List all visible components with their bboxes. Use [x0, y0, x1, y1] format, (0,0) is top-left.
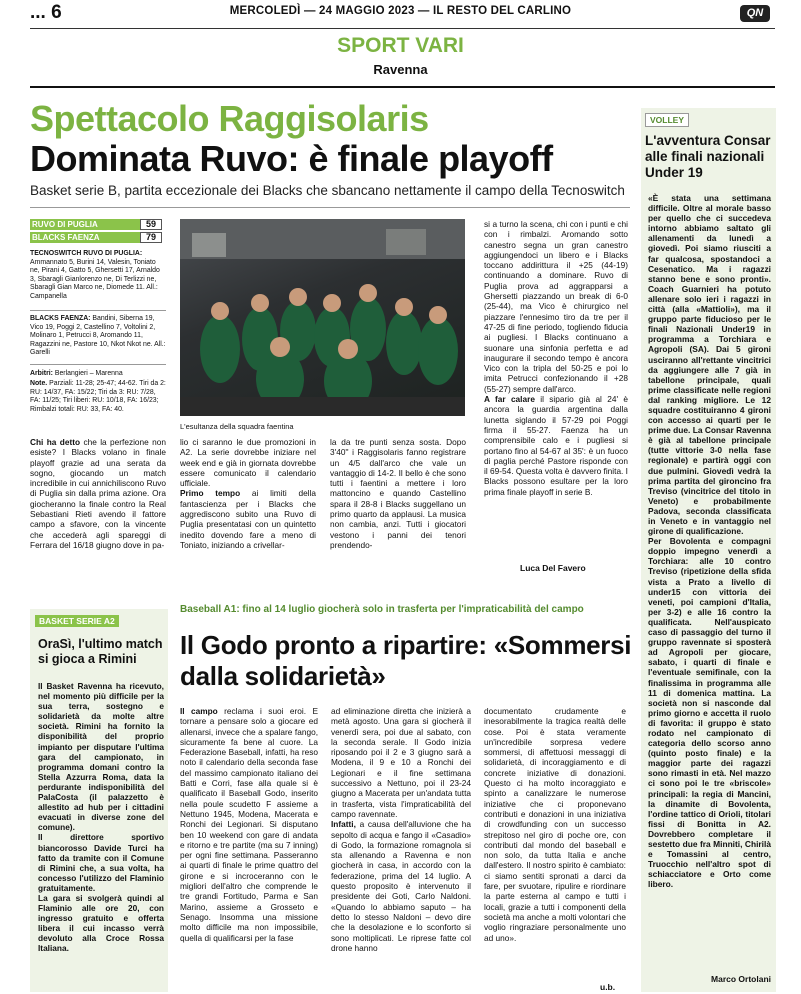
box-label: TECNOSWITCH RUVO DI PUGLIA: [30, 250, 143, 257]
basket-paragraph: La gara si svolgerà quindi al Flaminio alle ore 20, con ingresso gratuito e offerta libera il cui incasso verrà devoluto alla Croce Rossa Italiana. [38, 892, 164, 954]
main-column-3 [330, 437, 466, 550]
column-text: a causa dell'alluvione che ha sepolto di acqua e fango il «Casadio» di Godo, la formazione romagnola si sta allenando a Ravenna e non giocherà in casa, in accordo con la federazione, prima del 14 luglio. A questo proposito è intervenuto il presidente dei Goti, Carlo Naldoni. «Quando lo abbiamo saputo – ha detto lo stesso Naldoni – devo dire che la desolazione e lo sconforto si sono moltiplicati. Le riprese fatte col drone hanno [331, 819, 471, 953]
column-text: lio ci saranno le due promozioni in A2. La serie dovrebbe iniziare nel week end e già in giornata dovrebbe essere comunicato il calendario ufficiale. [180, 437, 316, 489]
box-refs [30, 370, 166, 379]
header-rule [30, 28, 775, 29]
box-divider [30, 364, 166, 365]
qn-logo: QN [740, 5, 770, 22]
column-text: che la perfezione non esiste? I Blacks volano in finale playoff grazie ad una serata da sogno, giocando un match incredibile in cui annichiliscono Ruvo di Puglia sin dalla prima azione. Ora giocheranno la finale contro la Real Sebastiani Rieti avendo il fattore campo a sfavore, con la vincente che accederà agli spareggi di Ferrara del 16/18 giugno dove in pa- [30, 437, 166, 550]
box-label: Note. [30, 380, 48, 387]
baseball-headline: Il Godo pronto a ripartire: «Sommersi dalla solidarietà» [180, 630, 632, 691]
box-text: Parziali: 11-28; 25-47; 44-62. Tiri da 2: RU: 14/37, FA: 15/22; Tiri da 3: RU: 7/28, FA: 11/25; Tiri liberi: RU: 10/18, FA: 16/23; Rimbalzi totali: RU: 33, FA: 40. [30, 380, 166, 413]
main-column-4 [484, 219, 628, 497]
section-city: Ravenna [373, 62, 428, 77]
main-byline: Luca Del Favero [520, 563, 586, 573]
team-celebration-photo [180, 219, 465, 416]
box-text: Bandini, Siberna 19, Vico 19, Poggi 2, Castellino 7, Voltolini 2, Molinaro 1, Petrucci 8, Aromando 11, Ragazzini ne, Pastore 10, Nkot Nkot ne. All.: Garelli [30, 315, 166, 357]
baseball-column-1 [180, 706, 318, 943]
paragraph-text: Ravenna ha ricevuto, nel momento più difficile per la sua terra, sostegno e solidarietà da molte altre società. Rimini ha fornito la disponibilità del proprio impianto per disputare l'ultima gara del campionato, in programma domani contro la Stella Azzurra Roma, data la perdurante indisponibilità del PalaCosta (il palazzetto è allestito ad hub per i cittadini evacuati in diverse zone del comune). [38, 681, 164, 833]
box-text: Berlangieri – Marenna [52, 370, 123, 377]
baseball-kicker: Baseball A1: fino al 14 luglio giocherà solo in trasferta per l'impraticabilità del campo [180, 604, 584, 615]
volley-body [648, 193, 771, 889]
basket-a2-tag: BASKET SERIE A2 [35, 615, 119, 627]
score-points: 79 [140, 232, 162, 243]
column-text: documentato crudamente e inesorabilmente la tragica realtà delle cose. Poi è stata veramente un'incredibile sorpresa vedere sommersi, di affettuosi messaggi di solidarietà, di incoraggiamento e di concrete iniziative di donazioni. Questo ci ha molto incoraggiato e spinto a canalizzare le numerose iniziative che ci proponevano contributi e donazioni in una iniziativa di crowdfunding con un successo strepitoso nel giro di poche ore, con contributi dal mondo del baseball e non solo, da tutta Italia e anche dall'estero. Il nostro spirito è cambiato: ci siamo sentiti spronati a darci da fare, per svuotare, ripulire e riordinare la parte esterna al campo e tutti i locali, grazie a tutti i componenti della società ma anche a molti volontari che voglio ringraziare personalmente uno ad uno». [484, 706, 626, 943]
section-title: SPORT VARI [337, 34, 464, 57]
box-notes [30, 380, 166, 414]
score-row-ruvo [30, 219, 162, 230]
basket-a2-body [38, 681, 164, 954]
box-label: Arbitri: [30, 370, 53, 377]
volley-title: L'avventura Consar alle finali nazionali Under 19 [645, 133, 771, 180]
main-headline: Dominata Ruvo: è finale playoff [30, 138, 553, 179]
column-text: ad eliminazione diretta che inizierà a metà agosto. Una gara si giocherà il venerdì sera, poi due al sabato, con la seconda serale. Il Godo inizia riposando poi il 2 e 3 giugno sarà a Modena, il 9 e 10 a Ronchi dei Legionari e il fine settimana successivo a Nettuno, poi il 23-24 giugno a Macerata per un'andata tutta in trasferta, vista l'impraticabilità del campo ravennate. [331, 706, 471, 819]
lead-in: Infatti, [331, 819, 356, 830]
lead-in: Primo tempo [180, 488, 241, 499]
photo-illustration [180, 219, 465, 416]
main-column-1 [30, 437, 166, 550]
page-number: ... 6 [30, 2, 62, 23]
section-rule [30, 86, 775, 88]
scoreboard [30, 219, 162, 245]
baseball-column-2 [331, 706, 471, 953]
paragraph-text: e compagni doppio impegno venerdì a Torchiara: alle 10 contro Treviso (ripetizione della sfida vista a Prato a livello di under15 con vittoria dei veneti, poi campioni d'Italia, per 3-2) e alle 16 contro la qualificata. Nell'auspicato caso di passaggio del turno il gruppo ravennate si sposterà ad Agropoli per giocare, sabato, i quarti di finale e l'eventuale semifinale, con la finalissima in programma alle 11 di domenica mattina. La società non si nasconde dal primo giorno e accetta il ruolo di favorita: il gruppo è stato rodato nel campionato di categoria dello scorso anno (quinto posto finale) e la maggior parte dei ragazzi sono rimasti in età. Nel mazzo ci sono poi le tre «briscole» principali: la regia di Mancini, la dinamite di Bovolenta, l'ordine tattico di Orioli, titolari fissi di Bonitta in A2. Dovrebbero completare il sestetto due fra Minniti, Chirilà e Tomassini al centro, Truocchio nell'altro spot di schiacciatore e Orto come libero. [648, 536, 771, 890]
box-faenza [30, 315, 166, 358]
paragraph-text: una settimana difficile. Oltre al morale basso per quello che ci succedeva intorno abbiamo saltato gli allenamenti da lunedì a giovedì. Poi siamo riusciti a far qualcosa, spostandoci a Cesenatico. Ma i ragazzi stanno bene e sono pronti». Coach Guarnieri ha potuto allenare solo ieri i ragazzi in città (alla «Mattioli»), ma il gruppo parte fiducioso per le finali Nazionali Under19 in programma a Torchiara e Agropoli (SA). Dai 5 gironi usciranno all'rettante vincitrici da aggiungere alle 7 già in tabellone principale, quali prime classificate nelle regioni dal ranking migliore. Le 12 squadre costituiranno 4 gironi con accesso ai quarti per le prime due. La Consar Ravenna è già al tabellone principale (tutte vittorie 3-0 nella fase regionale) e partirà oggi con due pulmini. Giovedì vedrà la prima partita del gironcino fra Treviso (vincitrice del titolo in Veneto) e probabilmente Padova, seconda classificata in Veneto e in vantaggio nel girone di qualificazione. [648, 193, 771, 537]
lead-in: Chi ha detto [30, 437, 81, 447]
score-points: 59 [140, 219, 162, 230]
masthead: MERCOLEDÌ — 24 MAGGIO 2023 — IL RESTO DEL CARLINO [229, 5, 572, 17]
box-ruvo [30, 250, 166, 302]
basket-paragraph [38, 681, 164, 832]
baseball-column-3 [484, 706, 626, 943]
photo-caption: L'esultanza della squadra faentina [180, 422, 294, 431]
baseball-byline: u.b. [600, 982, 616, 992]
basket-paragraph: Il direttore sportivo biancorosso Davide Turci ha fatto da tramite con il Comune di Rimini che, a sua volta, ha concesso l'utilizzo del Flaminio gratuitamente. [38, 832, 164, 893]
score-row-faenza [30, 232, 162, 243]
score-team: RUVO DI PUGLIA [30, 219, 140, 230]
lead-in: Per Bovolenta [648, 536, 711, 547]
main-kicker: Spettacolo Raggisolaris [30, 98, 429, 139]
volley-paragraph [648, 193, 771, 536]
lead-in: A far calare [484, 394, 535, 405]
volley-byline: Marco Ortolani [711, 974, 771, 984]
column-text: si a turno la scena, chi con i punti e chi con i rimbalzi. Aromando sotto canestro segna un gran canestro aggiungendoci un libero e i Blacks toccano addirittura il +25 (44-19) continuando a dominare. Ruvo di Puglia prova ad aggrapparsi a Ghersetti piazzando un break di 6-0 (25-44), ma Vico è chirurgico nel piazzare l'ennesimo tiro da tre per il 47-25 di fine periodo, togliendo fiducia ai pugliesi. I Blacks continuano a suonare una sinfonia perfetta e ad inaugurare il secondo tempo è ancora Vico con la tripla del 50-25 e poi lo imita Petrucci confezionando il +28 (55-27) sempre dall'arco. [484, 219, 628, 394]
lead-in: «È stata [648, 193, 691, 203]
box-divider [30, 310, 166, 311]
main-dek: Basket serie B, partita eccezionale dei Blacks che sbancano nettamente il campo della Tecnoswitch [30, 183, 625, 198]
box-label: BLACKS FAENZA: [30, 315, 91, 322]
score-team: BLACKS FAENZA [30, 232, 140, 243]
main-column-2 [180, 437, 316, 550]
column-text: ai limiti della fantascienza per i Blacks che aggrediscono subito una Ruvo di Puglia presentatasi con un quintetto inedito dovendo fare a meno di Toniato, iniziando a crivellar- [180, 488, 316, 550]
volley-tag: VOLLEY [645, 113, 689, 127]
lead-in: Il Basket [38, 681, 74, 691]
column-text: la da tre punti senza sosta. Dopo 3'40'' i Raggisolaris fanno registrare un 4/5 dall'arco che vale un vantaggio di 14-2. Il bello è che sono tutti i faentini a mettere i loro mattoncino e quando Castellino spara il 28-8 i Blacks suggellano un primo quarto da applausi. La musica non cambia, anzi. Tutti i giocatori vestono i panni dei tenori prendendo- [330, 437, 466, 550]
box-text: Ammannato 5, Burini 14, Valesin, Toniato ne, Pirani 4, Gatto 5, Ghersetti 17, Arnaldo 3, Sbaragli Gianlorenzo ne, Di Terlizzi ne, Sbaragli Gian Marco ne, Diomede 11. All.: Campanella [30, 258, 160, 300]
main-rule [30, 207, 630, 208]
volley-paragraph [648, 536, 771, 889]
basket-a2-title: OraSì, l'ultimo match si gioca a Rimini [38, 637, 163, 666]
column-text: il sipario già al 24' è ancora la guardia argentina dalla lunetta siglando il 57-29 poi Poggi firma il 55-27. Faenza ha un comprensibile calo e i pugliesi si portano fino al 54-67 al 35': è un fuoco di paglia perché Pastore risponde con il 69-54. Questa volta è davvero finita. I Blacks possono esultare per la loro prima finale playoff in serie B. [484, 394, 628, 497]
lead-in: Il campo [180, 706, 218, 716]
column-text: reclama i suoi eroi. E tornare a pensare solo a giocare ed allenarsi, invece che a spalare fango, sicuramente fa bene al cuore. La Federazione Baseball, infatti, ha reso noto il calendario della seconda fase del massimo campionato italiano dei Batti e Corri, fase alla quale si è qualificato il Baseball Godo, inserito nella poule scudetto F assieme a Nettuno 1945, Modena, Macerata e Ronchi dei Legionari. Si disputano ben 10 weekend con gare di andata e ritorno e tre partite (ma su 7 inning) per ogni fine settimana. Passeranno ai quarti di finale le prime quattro del girone e si incroceranno con le migliori dell'altro che comprende le tre grandi Fortitudo, Parma e San Marino, assieme a Grosseto e Senago. Insomma una missione molto difficile ma non impossibile, quella di qualificarsi per la fase [180, 706, 318, 943]
